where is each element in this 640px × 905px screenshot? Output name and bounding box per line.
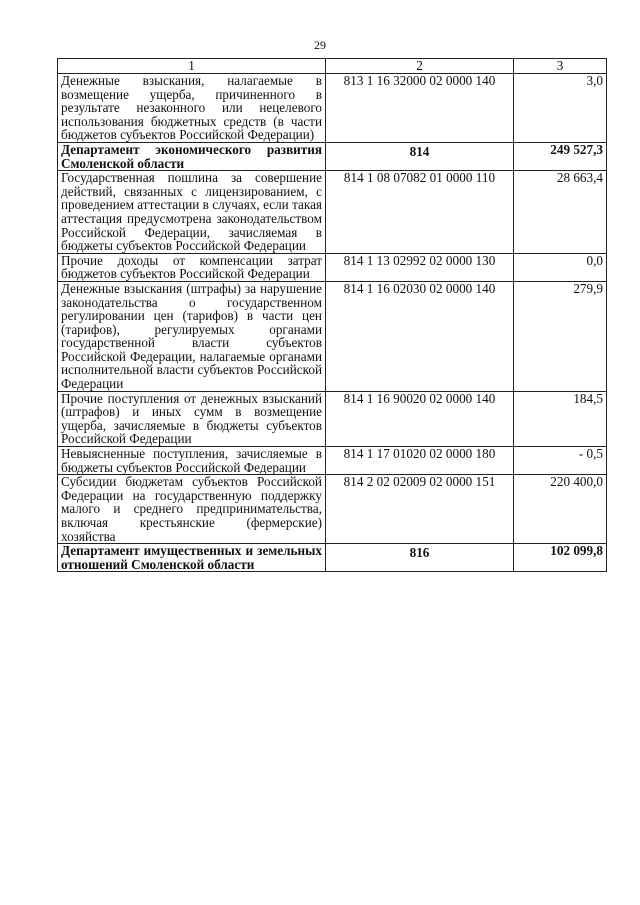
table-row	[58, 171, 607, 254]
table-row	[58, 544, 607, 572]
row-budget-code: 814 2 02 02009 02 0000 151	[326, 475, 514, 544]
column-header-1: 1	[58, 59, 326, 74]
row-description: Прочие доходы от компенсации затрат бюджетов субъектов Российской Федерации	[58, 253, 326, 281]
row-amount: 279,9	[514, 281, 607, 391]
row-amount: 3,0	[514, 74, 607, 143]
row-budget-code: 814 1 16 90020 02 0000 140	[326, 391, 514, 446]
row-description: Денежные взыскания, налагаемые в возмещение ущерба, причиненного в результате незаконного или нецелевого использования бюджетных средств (в части бюджетов субъектов Российской Федерации)	[58, 74, 326, 143]
row-description: Департамент экономического развития Смоленской области	[58, 142, 326, 170]
table-row	[58, 142, 607, 170]
row-description: Субсидии бюджетам субъектов Российской Федерации на государственную поддержку малого и среднего предпринимательства, включая крестьянские (фермерские) хозяйства	[58, 475, 326, 544]
row-budget-code: 813 1 16 32000 02 0000 140	[326, 74, 514, 143]
row-description: Денежные взыскания (штрафы) за нарушение законодательства о государственном регулировании цен (тарифов) в части цен (тарифов), регулируемых органами государственной власти субъектов Российской Федерации, налагаемые органами исполнительной власти субъектов Российской Федерации	[58, 281, 326, 391]
row-amount: 0,0	[514, 253, 607, 281]
row-description: Департамент имущественных и земельных отношений Смоленской области	[58, 544, 326, 572]
column-header-2: 2	[326, 59, 514, 74]
table-row	[58, 447, 607, 475]
page-number: 29	[314, 38, 326, 52]
row-description: Невыясненные поступления, зачисляемые в бюджеты субъектов Российской Федерации	[58, 447, 326, 475]
table-row	[58, 253, 607, 281]
row-budget-code: 814 1 13 02992 02 0000 130	[326, 253, 514, 281]
row-budget-code: 814 1 08 07082 01 0000 110	[326, 171, 514, 254]
row-budget-code: 814 1 16 02030 02 0000 140	[326, 281, 514, 391]
table-row	[58, 391, 607, 446]
row-amount: 28 663,4	[514, 171, 607, 254]
table-row	[58, 281, 607, 391]
row-amount: 249 527,3	[514, 142, 607, 170]
row-amount: 102 099,8	[514, 544, 607, 572]
column-header-3: 3	[514, 59, 607, 74]
table-row	[58, 74, 607, 143]
row-amount: 220 400,0	[514, 475, 607, 544]
row-budget-code: 814	[326, 142, 514, 170]
table-header-row	[58, 59, 607, 74]
row-budget-code: 814 1 17 01020 02 0000 180	[326, 447, 514, 475]
row-description: Прочие поступления от денежных взысканий (штрафов) и иных сумм в возмещение ущерба, зачисляемые в бюджеты субъектов Российской Федерации	[58, 391, 326, 446]
row-description: Государственная пошлина за совершение действий, связанных с лицензированием, с проведением аттестации в случаях, если такая аттестация предусмотрена законодательством Российской Федерации, зачисляемая в бюджеты субъектов Российской Федерации	[58, 171, 326, 254]
budget-revenue-table	[57, 58, 607, 572]
row-amount: 184,5	[514, 391, 607, 446]
row-amount: - 0,5	[514, 447, 607, 475]
table-row	[58, 475, 607, 544]
row-budget-code: 816	[326, 544, 514, 572]
